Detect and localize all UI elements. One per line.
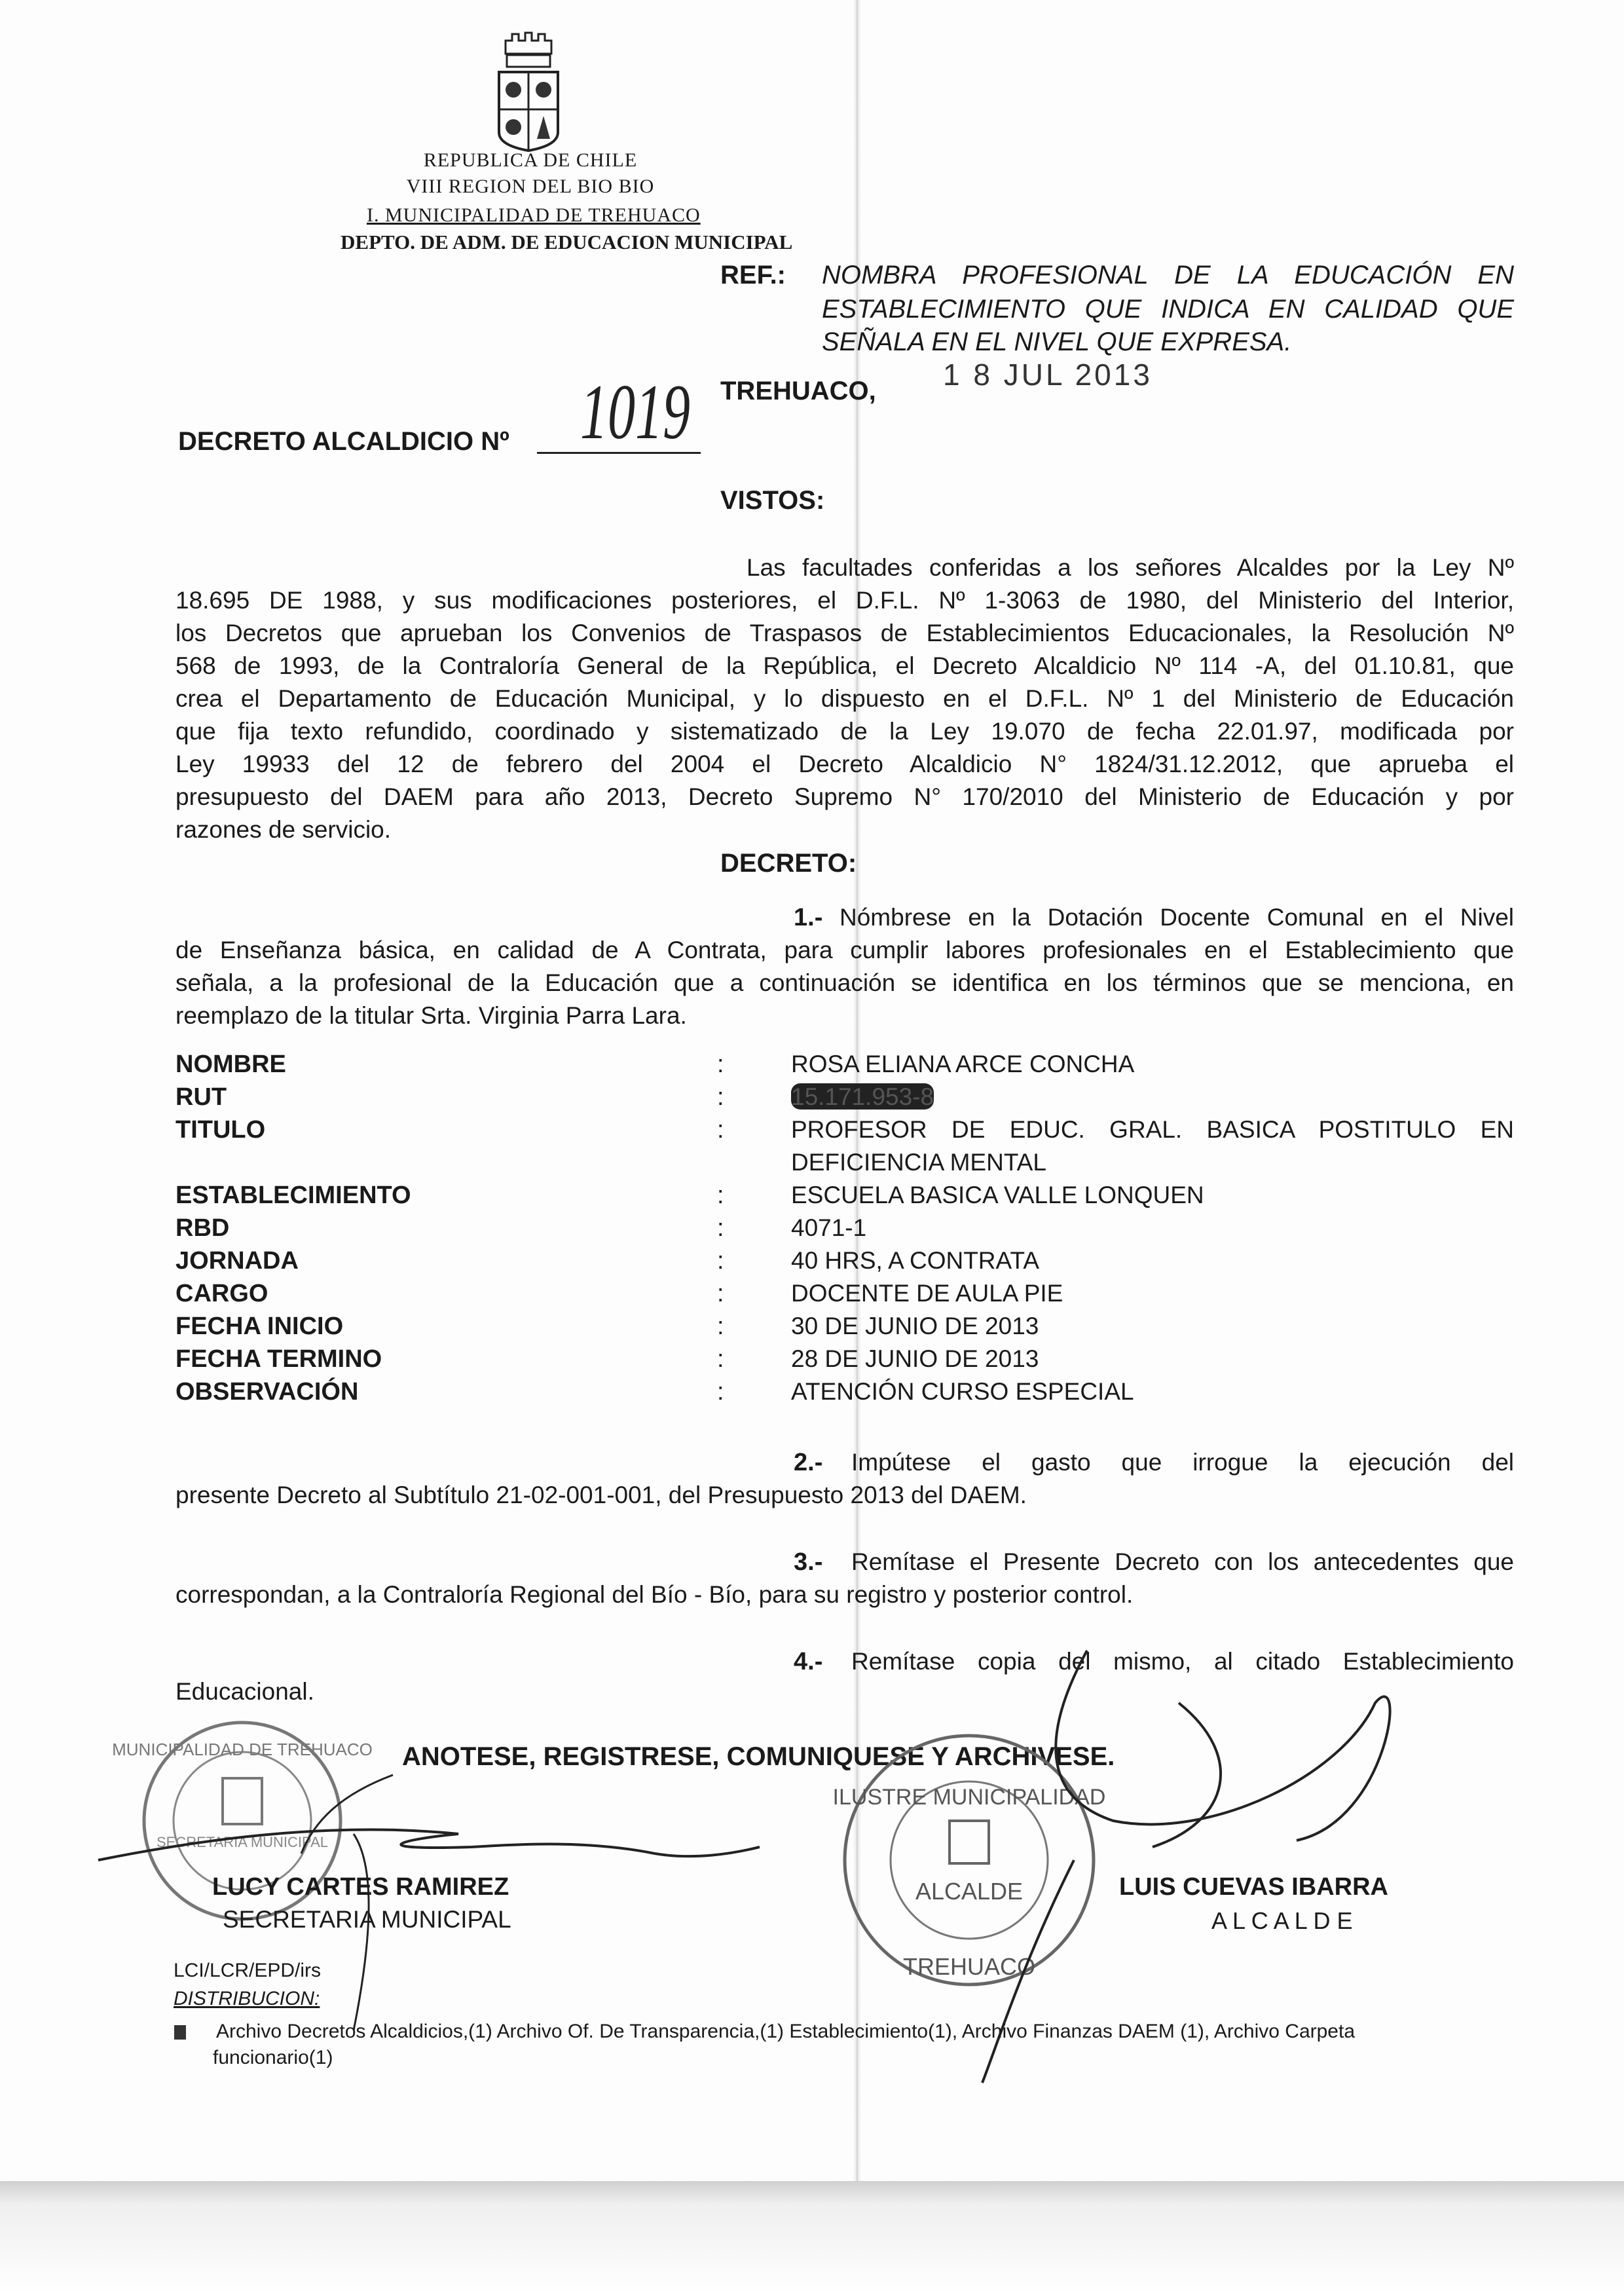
field-colon: : (717, 1214, 724, 1242)
item-4-line: Educacional. (175, 1678, 314, 1705)
field-value: ESCUELA BASICA VALLE LONQUEN (791, 1182, 1204, 1208)
distribution-line: Archivo Decretos Alcaldicios,(1) Archivo Of. De Transparencia,(1) Establecimiento(1), Archivo Finanzas DAEM (1), Archivo Carpeta (216, 2021, 1356, 2042)
field-label: NOMBRE (175, 1051, 286, 1078)
item-3-number: 3.- (794, 1548, 823, 1576)
field-label: ESTABLECIMIENTO (175, 1182, 411, 1209)
field-value: ATENCIÓN CURSO ESPECIAL (791, 1378, 1134, 1405)
vistos-line: razones de servicio. (175, 816, 392, 843)
mayor-role: A L C A L D E (1211, 1907, 1353, 1934)
field-label: JORNADA (175, 1247, 299, 1275)
handwritten-signatures (0, 1624, 1624, 2083)
field-value: DEFICIENCIA MENTAL (791, 1149, 1046, 1176)
item-4-line: Remítase copia del mismo, al citado Establecimiento (851, 1648, 1514, 1675)
left-stamp-text: MUNICIPALIDAD DE TREHUACO (112, 1740, 373, 1759)
distribution-title: DISTRIBUCION: (174, 1988, 320, 2009)
vistos-line: 18.695 DE 1988, y sus modificaciones posteriores, el D.F.L. Nº 1-3063 de 1980, del Ministerio del Interior, (175, 587, 1514, 614)
right-stamp-text: ALCALDE (915, 1878, 1024, 1905)
item-1-line: reemplazo de la titular Srta. Virginia Parra Lara. (175, 1002, 687, 1029)
field-value: 40 HRS, A CONTRATA (791, 1247, 1039, 1274)
right-stamp-text: TREHUACO (902, 1953, 1036, 1980)
item-2-line: presente Decreto al Subtítulo 21-02-001-001, del Presupuesto 2013 del DAEM. (175, 1482, 1027, 1508)
decree-number-handwritten: 1019 (580, 368, 690, 455)
header-municipality: I. MUNICIPALIDAD DE TREHUACO (367, 204, 701, 226)
field-label: TITULO (175, 1116, 266, 1144)
secretary-name: LUCY CARTES RAMIREZ (212, 1873, 509, 1901)
right-stamp-text: ILUSTRE MUNICIPALIDAD (832, 1785, 1106, 1810)
field-colon: : (717, 1083, 724, 1111)
place-label: TREHUACO, (720, 377, 876, 405)
item-1-line: de Enseñanza básica, en calidad de A Contrata, para cumplir labores profesionales en el Establecimiento que (175, 937, 1514, 963)
header-region: VIII REGION DEL BIO BIO (406, 176, 655, 197)
ref-label: REF.: (720, 261, 786, 289)
initials: LCI/LCR/EPD/irs (174, 1960, 322, 1981)
scan-bottom-edge (0, 2181, 1624, 2295)
field-label: RBD (175, 1214, 230, 1242)
item-1-line: Nómbrese en la Dotación Docente Comunal en el Nivel (840, 904, 1514, 931)
field-label: OBSERVACIÓN (175, 1378, 359, 1406)
item-3-line: correspondan, a la Contraloría Regional del Bío - Bío, para su registro y posterior control. (175, 1581, 1134, 1608)
vistos-line: que fija texto refundido, coordinado y sistematizado de la Ley 19.070 de fecha 22.01.97, modificada por (175, 718, 1514, 745)
decree-number-label: DECRETO ALCALDICIO Nº (178, 427, 509, 456)
header-republic: REPUBLICA DE CHILE (423, 149, 638, 171)
field-colon: : (717, 1378, 724, 1406)
item-2-line: Impútese el gasto que irrogue la ejecución del (851, 1449, 1514, 1476)
decreto-title: DECRETO: (720, 849, 857, 878)
field-label: FECHA INICIO (175, 1313, 344, 1340)
vistos-line: los Decretos que aprueban los Convenios de Traspasos de Establecimientos Educacionales, la Resolución Nº (175, 620, 1514, 646)
field-colon: : (717, 1313, 724, 1340)
header-department: DEPTO. DE ADM. DE EDUCACION MUNICIPAL (341, 231, 793, 253)
field-value: 4071-1 (791, 1214, 867, 1241)
distribution-line: funcionario(1) (213, 2047, 333, 2068)
item-4-number: 4.- (794, 1648, 823, 1675)
ref-line: ESTABLECIMIENTO QUE INDICA EN CALIDAD QUE (822, 295, 1514, 324)
field-label: FECHA TERMINO (175, 1345, 382, 1373)
secretary-role: SECRETARIA MUNICIPAL (223, 1906, 511, 1933)
item-3-line: Remítase el Presente Decreto con los antecedentes que (851, 1548, 1514, 1575)
vistos-line: crea el Departamento de Educación Municipal, y lo dispuesto en el D.F.L. Nº 1 del Ministerio de Educación (175, 685, 1514, 712)
field-colon: : (717, 1247, 724, 1275)
vistos-line: Ley 19933 del 12 de febrero del 2004 el Decreto Alcaldicio N° 1824/31.12.2012, que aprueba el (175, 751, 1514, 777)
field-value: 28 DE JUNIO DE 2013 (791, 1345, 1039, 1372)
field-colon: : (717, 1345, 724, 1373)
item-2-number: 2.- (794, 1449, 823, 1476)
field-colon: : (717, 1280, 724, 1307)
ref-line: NOMBRA PROFESIONAL DE LA EDUCACIÓN EN (822, 261, 1514, 289)
vistos-line: presupuesto del DAEM para año 2013, Decreto Supremo N° 170/2010 del Ministerio de Educación y por (175, 783, 1514, 810)
field-value: PROFESOR DE EDUC. GRAL. BASICA POSTITULO EN (791, 1116, 1514, 1143)
field-colon: : (717, 1116, 724, 1144)
field-value: 30 DE JUNIO DE 2013 (791, 1313, 1039, 1339)
field-value: DOCENTE DE AULA PIE (791, 1280, 1063, 1307)
field-colon: : (717, 1182, 724, 1209)
vistos-title: VISTOS: (720, 486, 825, 515)
left-stamp-text: SECRETARIA MUNICIPAL (156, 1834, 329, 1850)
mayor-name: LUIS CUEVAS IBARRA (1119, 1873, 1388, 1901)
date-stamp: 1 8 JUL 2013 (943, 358, 1153, 392)
vistos-line: 568 de 1993, de la Contraloría General de la República, el Decreto Alcaldicio Nº 114 -A, del 01.10.81, que (175, 652, 1514, 679)
item-1-number: 1.- (794, 904, 823, 931)
municipal-crest-logo (492, 28, 564, 152)
field-value: ROSA ELIANA ARCE CONCHA (791, 1051, 1135, 1077)
field-label: CARGO (175, 1280, 268, 1307)
field-colon: : (717, 1051, 724, 1078)
field-value-redacted: 15.171.953-8 (791, 1083, 934, 1110)
item-1-line: señala, a la profesional de la Educación que a continuación se identifica en los términos que se menciona, en (175, 969, 1514, 996)
closing-formula: ANOTESE, REGISTRESE, COMUNIQUESE Y ARCHIVESE. (402, 1742, 1115, 1771)
vistos-line: Las facultades conferidas a los señores Alcaldes por la Ley Nº (747, 554, 1514, 581)
field-label: RUT (175, 1083, 227, 1111)
ref-line: SEÑALA EN EL NIVEL QUE EXPRESA. (822, 327, 1292, 356)
bullet-icon (174, 2025, 186, 2040)
